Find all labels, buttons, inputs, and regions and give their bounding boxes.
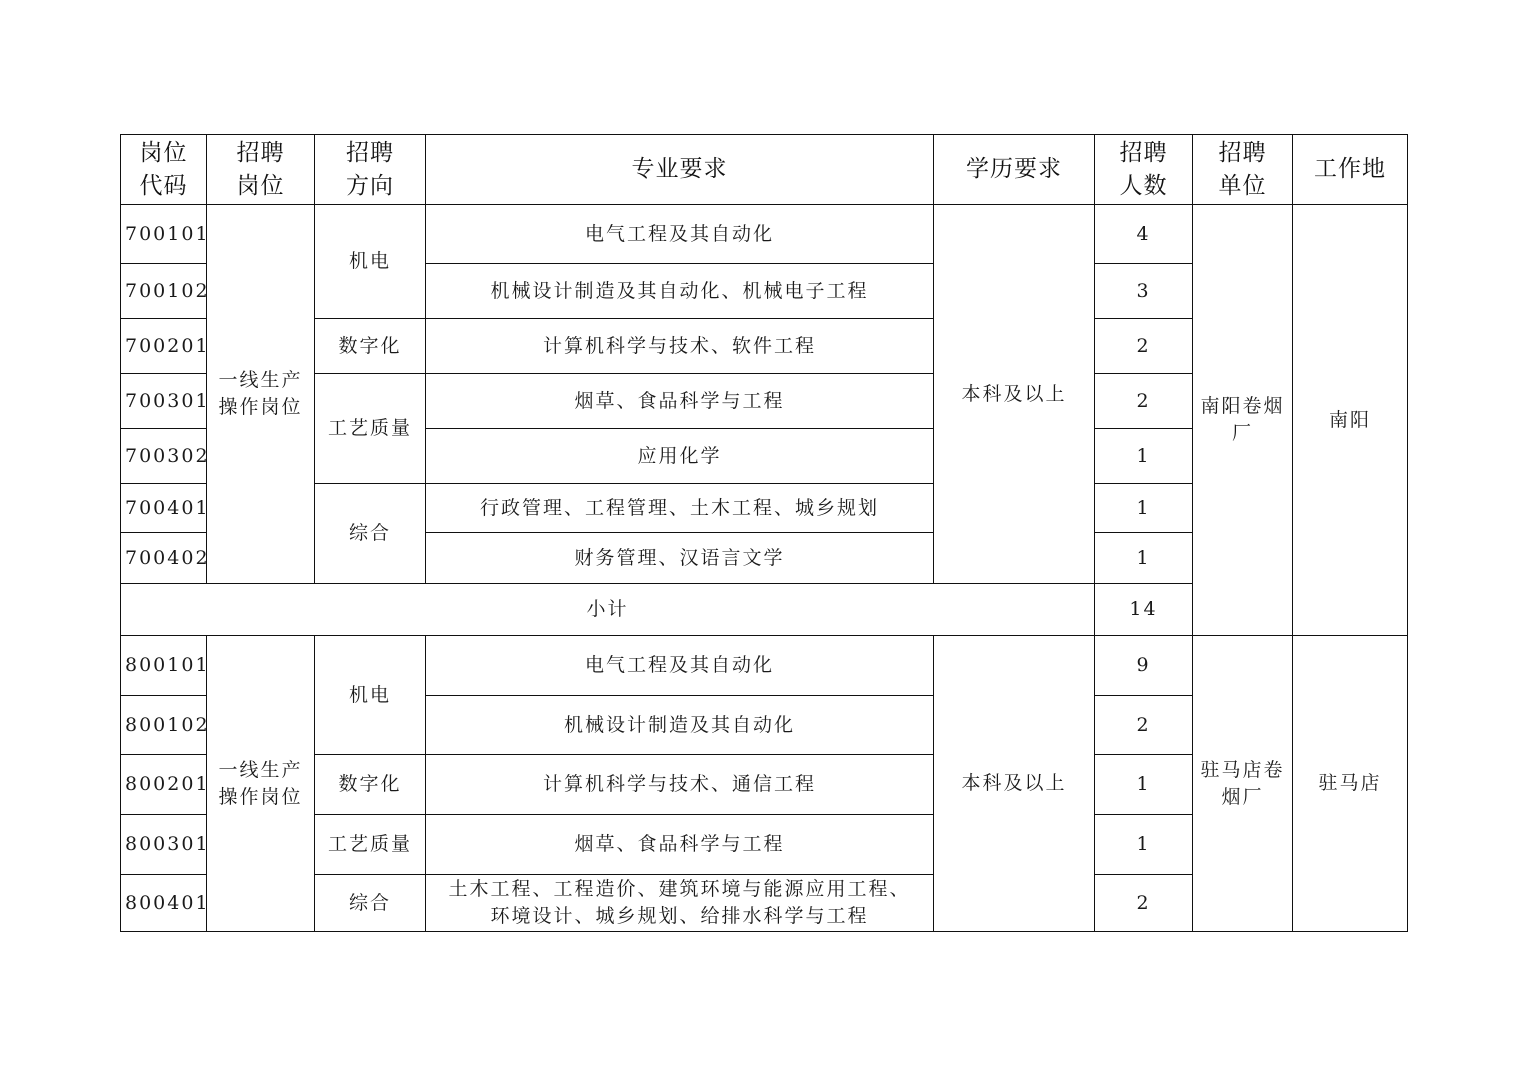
header-unit: 招聘 单位 (1193, 135, 1293, 205)
unit-cell: 驻马店卷 烟厂 (1193, 636, 1293, 932)
count-cell: 1 (1095, 533, 1193, 584)
major-cell: 机械设计制造及其自动化 (426, 696, 934, 755)
position-code: 700401 (121, 484, 207, 533)
direction-cell: 工艺质量 (315, 374, 426, 484)
position-code: 800201 (121, 755, 207, 815)
count-cell: 3 (1095, 264, 1193, 319)
major-cell: 应用化学 (426, 429, 934, 484)
position-code: 800401 (121, 875, 207, 932)
header-code: 岗位 代码 (121, 135, 207, 205)
recruitment-table (120, 134, 1408, 932)
direction-cell: 综合 (315, 875, 426, 932)
count-cell: 1 (1095, 755, 1193, 815)
position-code: 700302 (121, 429, 207, 484)
education-cell: 本科及以上 (934, 636, 1095, 932)
header-count: 招聘 人数 (1095, 135, 1193, 205)
table-row (121, 636, 1408, 696)
position-code: 700101 (121, 205, 207, 264)
count-cell: 4 (1095, 205, 1193, 264)
position-name: 一线生产 操作岗位 (207, 636, 315, 932)
direction-cell: 数字化 (315, 755, 426, 815)
direction-cell: 数字化 (315, 319, 426, 374)
position-code: 700301 (121, 374, 207, 429)
major-cell: 电气工程及其自动化 (426, 205, 934, 264)
count-cell: 1 (1095, 429, 1193, 484)
location-cell: 驻马店 (1293, 636, 1408, 932)
position-code: 800301 (121, 815, 207, 875)
major-cell: 机械设计制造及其自动化、机械电子工程 (426, 264, 934, 319)
position-code: 800101 (121, 636, 207, 696)
count-cell: 1 (1095, 484, 1193, 533)
count-cell: 2 (1095, 875, 1193, 932)
position-code: 700402 (121, 533, 207, 584)
major-cell: 行政管理、工程管理、土木工程、城乡规划 (426, 484, 934, 533)
position-name: 一线生产 操作岗位 (207, 205, 315, 584)
direction-cell: 机电 (315, 636, 426, 755)
major-cell: 财务管理、汉语言文学 (426, 533, 934, 584)
header-position: 招聘 岗位 (207, 135, 315, 205)
direction-cell: 工艺质量 (315, 815, 426, 875)
major-cell: 烟草、食品科学与工程 (426, 815, 934, 875)
position-code: 700201 (121, 319, 207, 374)
header-row (121, 135, 1408, 205)
count-cell: 2 (1095, 696, 1193, 755)
header-location: 工作地 (1293, 135, 1408, 205)
position-code: 800102 (121, 696, 207, 755)
table-row (121, 205, 1408, 264)
header-education: 学历要求 (934, 135, 1095, 205)
count-cell: 2 (1095, 319, 1193, 374)
subtotal-label: 小计 (121, 584, 1095, 636)
major-cell: 土木工程、工程造价、建筑环境与能源应用工程、 环境设计、城乡规划、给排水科学与工程 (426, 875, 934, 932)
direction-cell: 综合 (315, 484, 426, 584)
position-code: 700102 (121, 264, 207, 319)
unit-cell: 南阳卷烟 厂 (1193, 205, 1293, 636)
count-cell: 1 (1095, 815, 1193, 875)
major-cell: 烟草、食品科学与工程 (426, 374, 934, 429)
location-cell: 南阳 (1293, 205, 1408, 636)
major-cell: 电气工程及其自动化 (426, 636, 934, 696)
count-cell: 2 (1095, 374, 1193, 429)
subtotal-value: 14 (1095, 584, 1193, 636)
major-cell: 计算机科学与技术、通信工程 (426, 755, 934, 815)
header-major: 专业要求 (426, 135, 934, 205)
count-cell: 9 (1095, 636, 1193, 696)
education-cell: 本科及以上 (934, 205, 1095, 584)
direction-cell: 机电 (315, 205, 426, 319)
major-cell: 计算机科学与技术、软件工程 (426, 319, 934, 374)
header-direction: 招聘 方向 (315, 135, 426, 205)
